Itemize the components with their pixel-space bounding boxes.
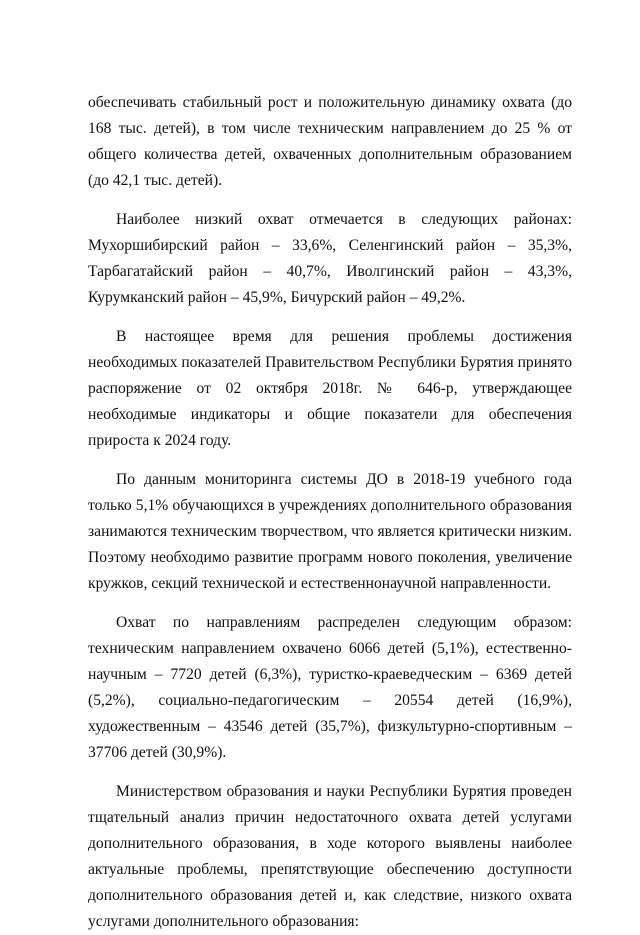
document-page xyxy=(88,90,572,935)
paragraph-continuation: обеспечивать стабильный рост и положительную динамику охвата (до 168 тыс. детей), в том числе техническим направлением до 25 % от общего количества детей, охваченных дополнительным образованием (до 42,1 тыс. детей). xyxy=(88,94,572,189)
paragraph-coverage-by-direction: Охват по направлениям распределен следующим образом: техническим направлением охвачено 6066 детей (5,1%), естественно-научным – 7720 детей (6,3%), туристко-краеведческим – 6369 детей (5,2%), социально-педагогическим – 20554 детей (16,9%), художественным – 43546 детей (35,7%), физкультурно-спортивным – 37706 детей (30,9%). xyxy=(88,614,572,761)
paragraph-ministry-analysis: Министерством образования и науки Республики Бурятия проведен тщательный анализ причин недостаточного охвата детей услугами дополнительного образования, в ходе которого выявлены наиболее актуальные проблемы, препятствующие обеспечению доступности дополнительного образования детей и, как следствие, низкого охвата услугами дополнительного образования: xyxy=(88,783,572,930)
paragraph-government-order: В настоящее время для решения проблемы достижения необходимых показателей Правительством Республики Бурятия принято распоряжение от 02 октября 2018г. № 646-р, утверждающее необходимые индикаторы и общие показатели для обеспечения прироста к 2024 году. xyxy=(88,328,572,449)
paragraph-low-coverage-districts: Наиболее низкий охват отмечается в следующих районах: Мухоршибирский район – 33,6%, Селенгинский район – 35,3%, Тарбагатайский район – 40,7%, Иволгинский район – 43,3%, Курумканский район – 45,9%, Бичурский район – 49,2%. xyxy=(88,211,572,306)
paragraph-monitoring: По данным мониторинга системы ДО в 2018-19 учебного года только 5,1% обучающихся в учреждениях дополнительного образования занимаются техническим творчеством, что является критически низким. Поэтому необходимо развитие программ нового поколения, увеличение кружков, секций технической и естественнонаучной направленности. xyxy=(88,471,572,592)
